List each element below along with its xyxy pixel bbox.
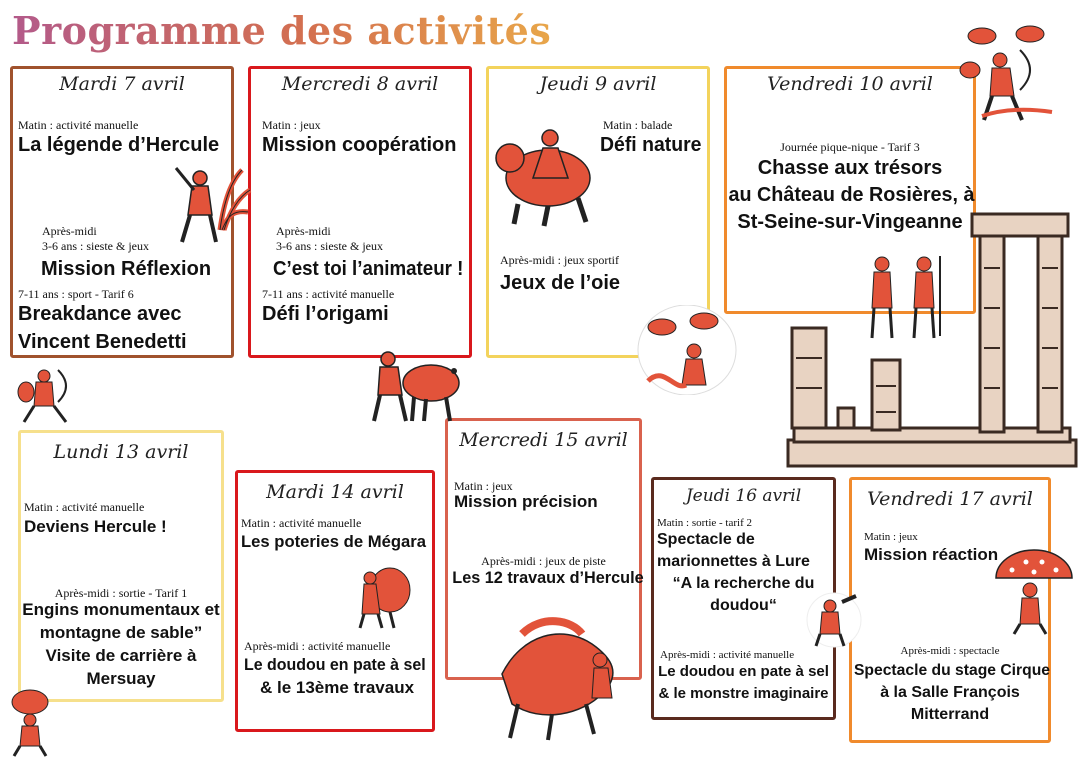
apres-midi-activity: Visite de carrière à bbox=[45, 646, 197, 665]
age-group-label: 7-11 ans : sport - Tarif 6 bbox=[18, 287, 134, 301]
apres-midi-activity: Le doudou en pate à sel bbox=[244, 655, 426, 674]
matin-label: Matin : activité manuelle bbox=[18, 118, 139, 132]
matin-activity: doudou“ bbox=[710, 597, 777, 614]
page-title: Programme des activités bbox=[12, 8, 552, 53]
hercules-horses-illustration bbox=[482, 614, 632, 744]
day-heading: Jeudi 9 avril bbox=[539, 73, 657, 95]
hercules-lion-illustration bbox=[488, 118, 598, 228]
age-group-label: 3-6 ans : sieste & jeux bbox=[276, 239, 383, 253]
apres-midi-activity: Le doudou en pate à sel bbox=[658, 663, 829, 680]
day-heading: Vendredi 17 avril bbox=[867, 488, 1033, 510]
matin-activity: La légende d’Hercule bbox=[18, 134, 220, 156]
matin-label: Matin : jeux bbox=[454, 479, 513, 493]
apres-midi-activity: C’est toi l’animateur ! bbox=[273, 258, 464, 280]
hercules-emblem-illustration bbox=[634, 305, 740, 395]
apres-midi-label: Après-midi : jeux de piste bbox=[481, 554, 606, 568]
age-group-label: 7-11 ans : activité manuelle bbox=[262, 287, 395, 301]
matin-activity: “A la recherche du bbox=[672, 575, 815, 592]
apres-midi-activity: Mersuay bbox=[86, 669, 156, 688]
hercules-pottery-illustration bbox=[354, 560, 414, 630]
apres-midi-activity: Engins monumentaux et bbox=[22, 600, 220, 619]
apres-midi-activity: montagne de sable” bbox=[39, 623, 203, 642]
apres-midi-activity: Jeux de l’oie bbox=[500, 272, 621, 294]
matin-activity: Mission réaction bbox=[864, 545, 999, 564]
age-group-label: 3-6 ans : sieste & jeux bbox=[42, 239, 149, 253]
temple-ruins-illustration bbox=[784, 208, 1080, 470]
apres-midi-activity: Breakdance avec bbox=[18, 303, 182, 325]
activity-title: St-Seine-sur-Vingeanne bbox=[737, 211, 963, 233]
matin-label: Matin : sortie - tarif 2 bbox=[657, 517, 753, 529]
apres-midi-activity: à la Salle François bbox=[880, 684, 1020, 701]
apres-midi-activity: & le 13ème travaux bbox=[260, 678, 415, 697]
apres-midi-activity: & le monstre imaginaire bbox=[658, 685, 829, 702]
day-heading: Mardi 14 avril bbox=[266, 481, 404, 503]
apres-midi-activity: Mitterrand bbox=[910, 706, 990, 723]
matin-activity: Deviens Hercule ! bbox=[24, 517, 167, 536]
hercules-bull-illustration bbox=[4, 684, 56, 758]
matin-label: Matin : jeux bbox=[864, 531, 918, 543]
apres-midi-label: Après-midi : spectacle bbox=[900, 645, 1000, 657]
hercules-archer-small-illustration bbox=[14, 362, 84, 426]
apres-midi-activity: Spectacle du stage Cirque bbox=[853, 662, 1051, 679]
hercules-boar-illustration bbox=[366, 345, 466, 425]
apres-midi-label: Après-midi bbox=[42, 224, 97, 238]
apres-midi-activity: Les 12 travaux d’Hercule bbox=[452, 568, 644, 587]
apres-midi-activity: Mission Réflexion bbox=[41, 258, 212, 280]
matin-activity: Mission coopération bbox=[262, 134, 457, 156]
apres-midi-label: Après-midi : jeux sportif bbox=[500, 253, 619, 267]
matin-activity: Mission précision bbox=[454, 492, 598, 511]
apres-midi-label: Après-midi : sortie - Tarif 1 bbox=[54, 586, 188, 600]
apres-midi-label: Après-midi : activité manuelle bbox=[660, 649, 795, 661]
matin-activity: Spectacle de bbox=[657, 531, 755, 548]
matin-label: Matin : balade bbox=[603, 118, 673, 132]
activity-title: au Château de Rosières, à bbox=[728, 184, 975, 206]
day-heading: Mercredi 15 avril bbox=[459, 429, 628, 451]
day-heading: Vendredi 10 avril bbox=[767, 73, 933, 95]
hercules-archer-illustration bbox=[952, 20, 1056, 126]
apres-midi-activity: Vincent Benedetti bbox=[18, 331, 187, 353]
hercules-club-illustration bbox=[806, 592, 862, 648]
day-heading: Mardi 7 avril bbox=[59, 73, 185, 95]
day-heading: Mercredi 8 avril bbox=[281, 73, 439, 95]
matin-label: Matin : activité manuelle bbox=[241, 516, 362, 530]
day-heading: Jeudi 16 avril bbox=[685, 486, 802, 506]
apres-midi-activity: Défi l’origami bbox=[262, 303, 389, 325]
hercules-globe-illustration bbox=[992, 548, 1076, 636]
activity-label: Journée pique-nique - Tarif 3 bbox=[780, 140, 920, 154]
card-lundi-13 bbox=[18, 430, 224, 702]
card-mercredi-8 bbox=[248, 66, 472, 358]
matin-activity: marionnettes à Lure bbox=[657, 553, 810, 570]
activity-title: Chasse aux trésors bbox=[757, 157, 943, 179]
hercules-hydra-illustration bbox=[172, 160, 252, 250]
apres-midi-label: Après-midi bbox=[276, 224, 331, 238]
matin-label: Matin : jeux bbox=[262, 118, 321, 132]
matin-label: Matin : activité manuelle bbox=[24, 500, 145, 514]
day-heading: Lundi 13 avril bbox=[53, 441, 189, 463]
apres-midi-label: Après-midi : activité manuelle bbox=[244, 639, 391, 653]
matin-activity: Défi nature bbox=[600, 134, 702, 156]
matin-activity: Les poteries de Mégara bbox=[241, 532, 427, 551]
